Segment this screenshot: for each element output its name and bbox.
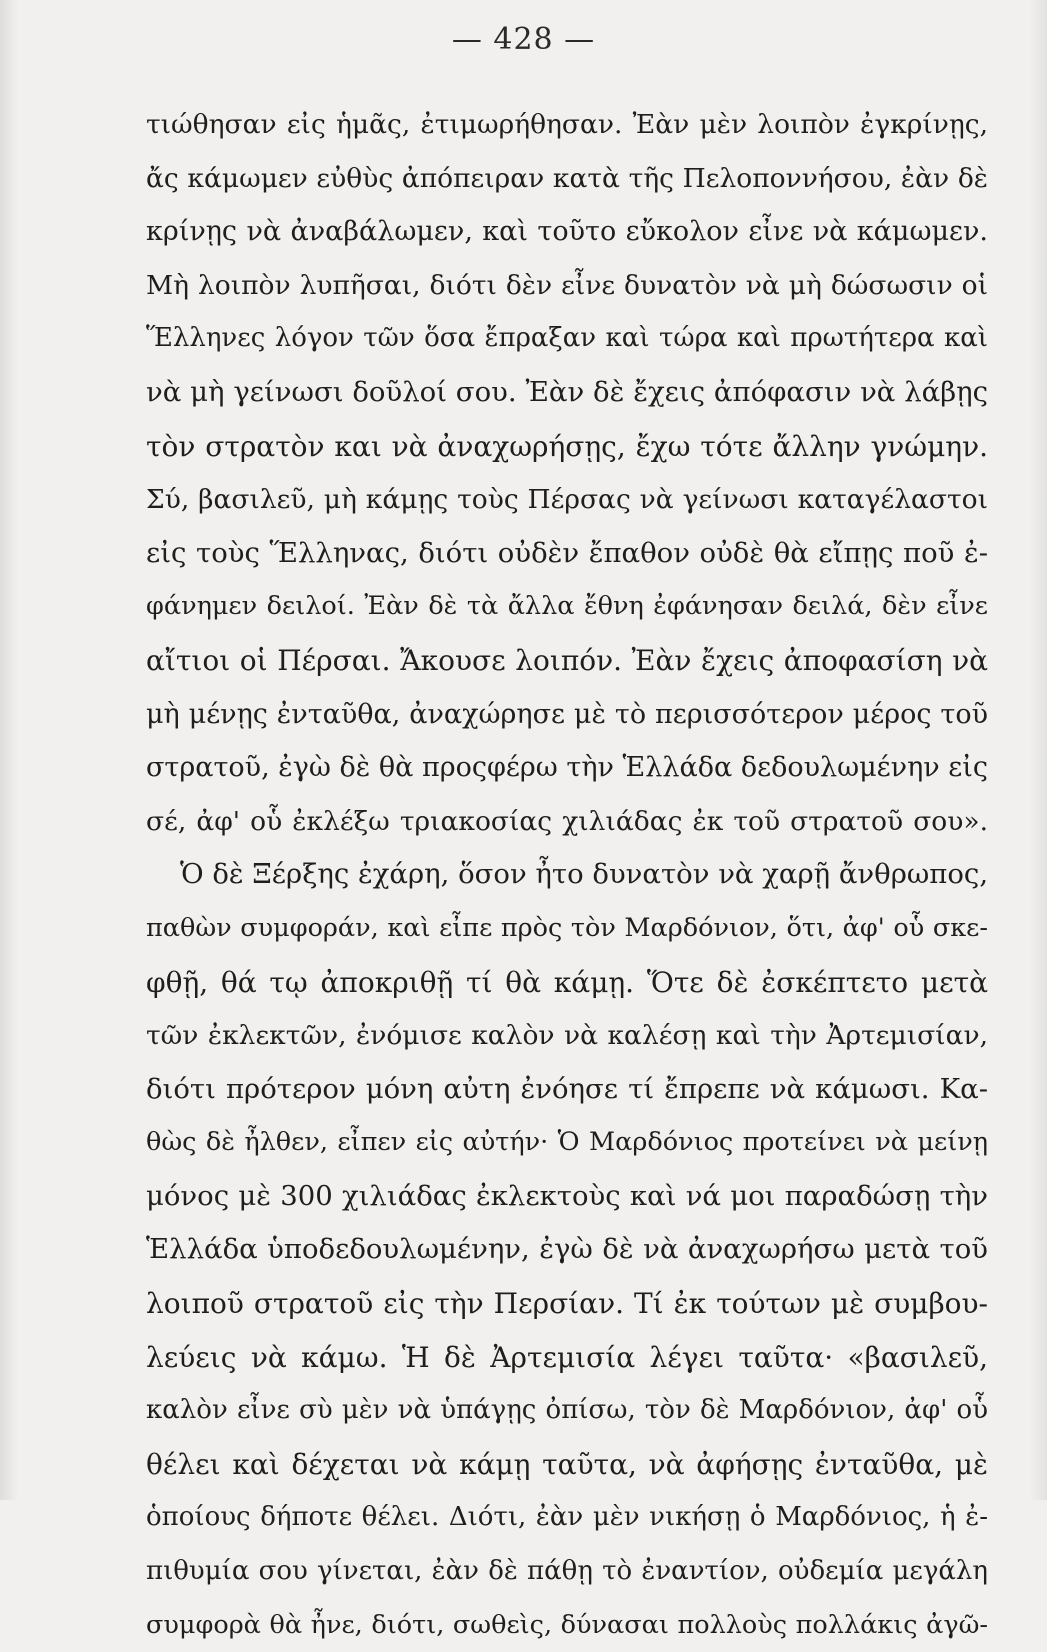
text-line: στρατοῦ, ἐγὼ δὲ θὰ προςφέρω τὴν Ἑλλάδα δεδουλωμένην εἰς bbox=[146, 752, 988, 784]
text-line: συμφορὰ θὰ ἦνε, διότι, σωθεὶς, δύνασαι πολλοὺς πολλάκις ἀγῶ- bbox=[146, 1609, 988, 1640]
text-line: Μὴ λοιπὸν λυπῆσαι, διότι δὲν εἶνε δυνατὸν νὰ μὴ δώσωσιν οἱ bbox=[146, 269, 988, 301]
left-page-edge bbox=[0, 0, 18, 1500]
text-line: τὸν στρατὸν και νὰ ἀναχωρήσῃς, ἔχω τότε ἄλλην γνώμην. bbox=[146, 429, 988, 463]
text-line: τῶν ἐκλεκτῶν, ἐνόμισε καλὸν νὰ καλέσῃ καὶ τὴν Ἀρτεμισίαν, bbox=[146, 1020, 988, 1052]
text-line: νὰ μὴ γείνωσι δοῦλοί σου. Ἐὰν δὲ ἔχεις ἀπόφασιν νὰ λάβῃς bbox=[146, 375, 988, 408]
text-line: καλὸν εἶνε σὺ μὲν νὰ ὑπάγῃς ὀπίσω, τὸν δὲ Μαρδόνιον, ἀφ' οὗ bbox=[146, 1395, 988, 1426]
text-line: θέλει καὶ δέχεται νὰ κάμῃ ταῦτα, νὰ ἀφήσῃς ἐνταῦθα, μὲ bbox=[146, 1447, 988, 1481]
text-line: διότι πρότερον μόνη αὐτη ἐνόησε τί ἔπρεπε νὰ κάμωσι. Κα- bbox=[146, 1072, 988, 1105]
paragraph-start-line: Ὁ δὲ Ξέρξης ἐχάρη, ὅσον ἦτο δυνατὸν νὰ χαρῇ ἄνθρωπος, bbox=[180, 858, 989, 891]
text-line: θὼς δὲ ἦλθεν, εἶπεν εἰς αὐτήν· Ὁ Μαρδόνιος προτείνει νὰ μείνῃ bbox=[146, 1127, 988, 1158]
text-line: φθῇ, θά τῳ ἀποκριθῇ τί θὰ κάμῃ. Ὅτε δὲ ἐσκέπτετο μετὰ bbox=[146, 965, 988, 999]
text-line: αἴτιοι οἱ Πέρσαι. Ἄκουσε λοιπόν. Ἐὰν ἔχεις ἀποφασίση νὰ bbox=[146, 643, 988, 677]
text-line: τιώθησαν εἰς ἡμᾶς, ἐτιμωρήθησαν. Ἐὰν μὲν λοιπὸν ἐγκρίνῃς, bbox=[146, 109, 988, 140]
text-line: λοιποῦ στρατοῦ εἰς τὴν Περσίαν. Τί ἐκ τούτων μὲ συμβου- bbox=[146, 1287, 988, 1321]
text-line: παθὼν συμφοράν, καὶ εἶπε πρὸς τὸν Μαρδόνιον, ὅτι, ἀφ' οὗ σκε- bbox=[146, 912, 988, 943]
page-number: — 428 — bbox=[451, 22, 596, 57]
text-line: σέ, ἀφ' οὗ ἐκλέξω τριακοσίας χιλιάδας ἐκ τοῦ στρατοῦ σου». bbox=[146, 805, 988, 837]
right-page-edge bbox=[1029, 0, 1047, 1500]
text-line: φάνημεν δειλοί. Ἐὰν δὲ τὰ ἄλλα ἔθνη ἐφάνησαν δειλά, δὲν εἶνε bbox=[146, 591, 988, 622]
text-line: ὁποίους δήποτε θέλει. Διότι, ἐὰν μὲν νικήσῃ ὁ Μαρδόνιος, ἡ ἐ- bbox=[146, 1502, 988, 1533]
text-line: μόνος μὲ 300 χιλιάδας ἐκλεκτοὺς καὶ νά μοι παραδώσῃ τὴν bbox=[146, 1179, 988, 1212]
text-line: Σύ, βασιλεῦ, μὴ κάμῃς τοὺς Πέρσας νὰ γείνωσι καταγέλαστοι bbox=[146, 484, 988, 516]
body-text bbox=[146, 98, 988, 1652]
text-line: μὴ μένῃς ἐνταῦθα, ἀναχώρησε μὲ τὸ περισσότερον μέρος τοῦ bbox=[146, 698, 988, 730]
text-line: Ἕλληνες λόγον τῶν ὅσα ἔπραξαν καὶ τώρα καὶ πρωτήτερα καὶ bbox=[146, 323, 988, 354]
text-line: πιθυμία σου γίνεται, ἐὰν δὲ πάθῃ τὸ ἐναντίον, οὐδεμία μεγάλη bbox=[146, 1556, 988, 1587]
text-line: Ἑλλάδα ὑποδεδουλωμένην, ἐγὼ δὲ νὰ ἀναχωρήσω μετὰ τοῦ bbox=[146, 1233, 988, 1266]
text-line: ἄς κάμωμεν εὐθὺς ἀπόπειραν κατὰ τῆς Πελοποννήσου, ἐὰν δὲ bbox=[146, 162, 988, 194]
text-line: εἰς τοὺς Ἕλληνας, διότι οὐδὲν ἔπαθον οὐδὲ θὰ εἴπῃς ποῦ ἐ- bbox=[146, 536, 988, 569]
text-line: λεύεις νὰ κάμω. Ἡ δὲ Ἀρτεμισία λέγει ταῦτα· «βασιλεῦ, bbox=[146, 1340, 988, 1374]
text-line: κρίνῃς νὰ ἀναβάλωμεν, καὶ τοῦτο εὔκολον εἶνε νὰ κάμωμεν. bbox=[146, 216, 988, 248]
